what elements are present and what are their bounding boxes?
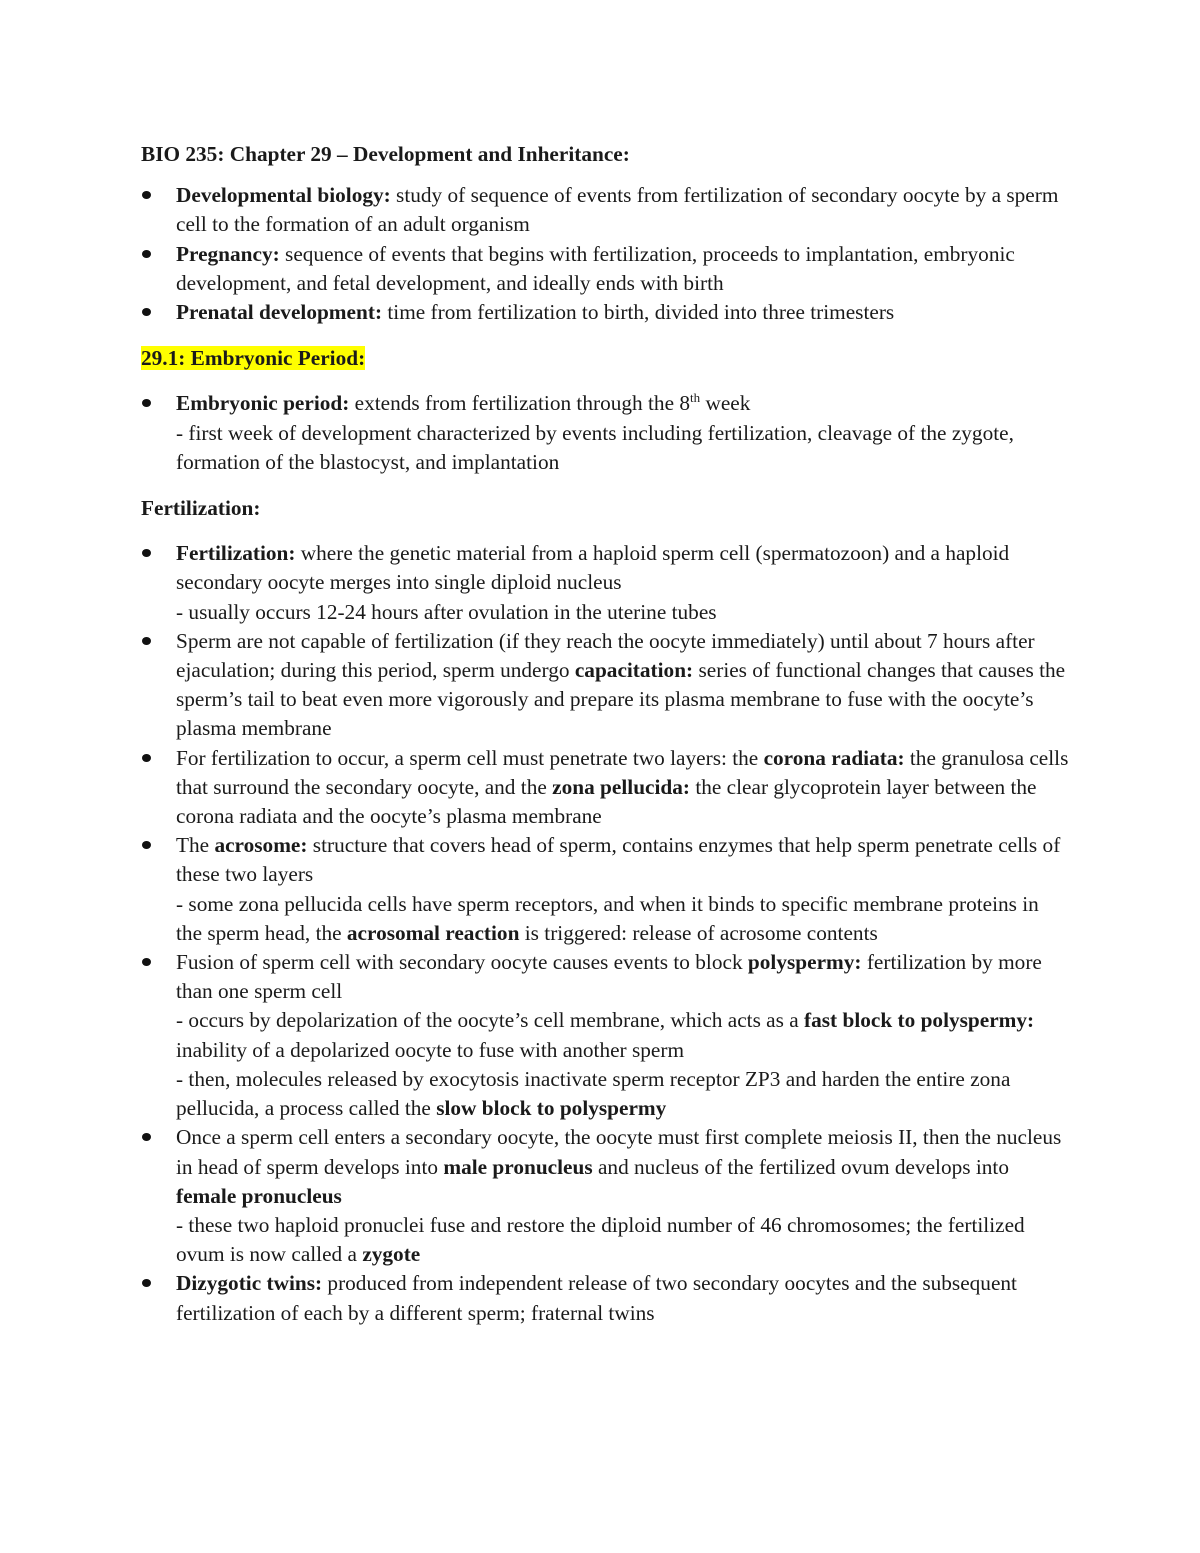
text: Fusion of sperm cell with secondary oocyte causes events to block	[176, 950, 748, 975]
sub-note	[176, 1211, 1070, 1269]
definition: produced from independent release of two secondary oocytes and the subsequent fertilization of each by a different sperm; fraternal twins	[176, 1271, 1017, 1325]
term: Dizygotic twins:	[176, 1271, 323, 1296]
sub-note	[176, 1065, 1070, 1123]
definition: study of sequence of events from fertilization of secondary oocyte by a sperm cell to the formation of an adult organism	[176, 183, 1059, 237]
list-item	[141, 240, 1070, 298]
sub-note	[176, 1006, 1070, 1064]
term: Pregnancy:	[176, 241, 280, 266]
definition: time from fertilization to birth, divided into three trimesters	[382, 300, 895, 325]
term: zona pellucida:	[552, 774, 690, 799]
term: polyspermy:	[747, 950, 862, 975]
list-item	[141, 1123, 1070, 1269]
text: Sperm are not capable of fertilization (if they reach the oocyte immediately) until about 7 hours after ejaculation; during this period, sperm undergo	[176, 628, 1035, 683]
text: - then, molecules released by exocytosis inactivate sperm receptor ZP3 and harden the entire zona pellucida, a process called the	[176, 1066, 1011, 1121]
term: Developmental biology:	[176, 183, 391, 208]
text: and nucleus of the fertilized ovum develops into	[592, 1154, 1010, 1179]
list-item	[141, 389, 1070, 477]
list-item	[141, 181, 1070, 239]
document-title: BIO 235: Chapter 29 – Development and Inheritance:	[141, 142, 630, 166]
fertilization-heading: Fertilization:	[141, 496, 261, 521]
highlighted-heading: 29.1: Embryonic Period:	[141, 346, 366, 371]
text: For fertilization to occur, a sperm cell must penetrate two layers: the	[176, 745, 764, 770]
embryonic-list	[141, 389, 1070, 477]
definition: sequence of events that begins with fertilization, proceeds to implantation, embryonic development, and fetal development, and ideally ends with birth	[176, 241, 1015, 295]
list-item	[141, 744, 1070, 832]
text: Once a sperm cell enters a secondary oocyte, the oocyte must first complete meiosis II, then the nucleus in head of sperm develops into	[176, 1125, 1062, 1179]
superscript: th	[690, 390, 701, 406]
text: The	[176, 833, 215, 858]
text: - these two haploid pronuclei fuse and restore the diploid number of 46 chromosomes; the fertilized ovum is now called a	[176, 1212, 1025, 1267]
section-heading	[141, 344, 1070, 373]
term: female pronucleus	[176, 1183, 342, 1208]
text: is triggered: release of acrosome contents	[519, 920, 878, 945]
term: Fertilization:	[176, 541, 296, 566]
term: Embryonic period:	[176, 391, 350, 416]
text: series of functional changes that causes the sperm’s tail to beat even more vigorously and prepare its plasma membrane to fuse with the oocyte’s plasma membrane	[176, 658, 1066, 741]
list-item	[141, 627, 1070, 744]
intro-list	[141, 181, 1070, 327]
list-item	[141, 539, 1070, 627]
term: male pronucleus	[443, 1154, 593, 1179]
term: Prenatal development:	[176, 300, 383, 325]
text: the clear glycoprotein layer between the corona radiata and the oocyte’s plasma membrane	[176, 774, 1037, 829]
text: the granulosa cells that surround the secondary oocyte, and the	[176, 745, 1069, 799]
term: fast block to polyspermy:	[804, 1008, 1035, 1033]
sub-note: - usually occurs 12-24 hours after ovulation in the uterine tubes	[176, 599, 717, 624]
term: corona radiata:	[763, 745, 905, 770]
definition: where the genetic material from a haploid sperm cell (spermatozoon) and a haploid secondary oocyte merges into single diploid nucleus	[176, 541, 1010, 595]
definition: extends from fertilization through the 8	[349, 391, 691, 416]
text: fertilization by more than one sperm cell	[176, 950, 1042, 1004]
sub-note	[176, 890, 1070, 948]
fertilization-list	[141, 539, 1070, 1327]
text: - occurs by depolarization of the oocyte’s cell membrane, which acts as a	[176, 1008, 805, 1033]
list-item	[141, 948, 1070, 1123]
sub-note: - first week of development characterized by events including fertilization, cleavage of the zygote, formation of the blastocyst, and implantation	[176, 420, 1014, 474]
list-item	[141, 1269, 1070, 1327]
list-item	[141, 298, 1070, 327]
term: acrosome:	[214, 833, 308, 858]
term: acrosomal reaction	[346, 920, 520, 945]
term: capacitation:	[574, 658, 694, 683]
text: - some zona pellucida cells have sperm receptors, and when it binds to specific membrane proteins in the sperm head, the	[176, 891, 1039, 945]
definition-end: week	[700, 391, 751, 416]
text: inability of a depolarized oocyte to fuse with another sperm	[176, 1037, 685, 1062]
term: slow block to polyspermy	[436, 1096, 667, 1121]
term: zygote	[362, 1242, 421, 1267]
list-item	[141, 831, 1070, 948]
text: structure that covers head of sperm, contains enzymes that help sperm penetrate cells of these two layers	[176, 833, 1061, 887]
